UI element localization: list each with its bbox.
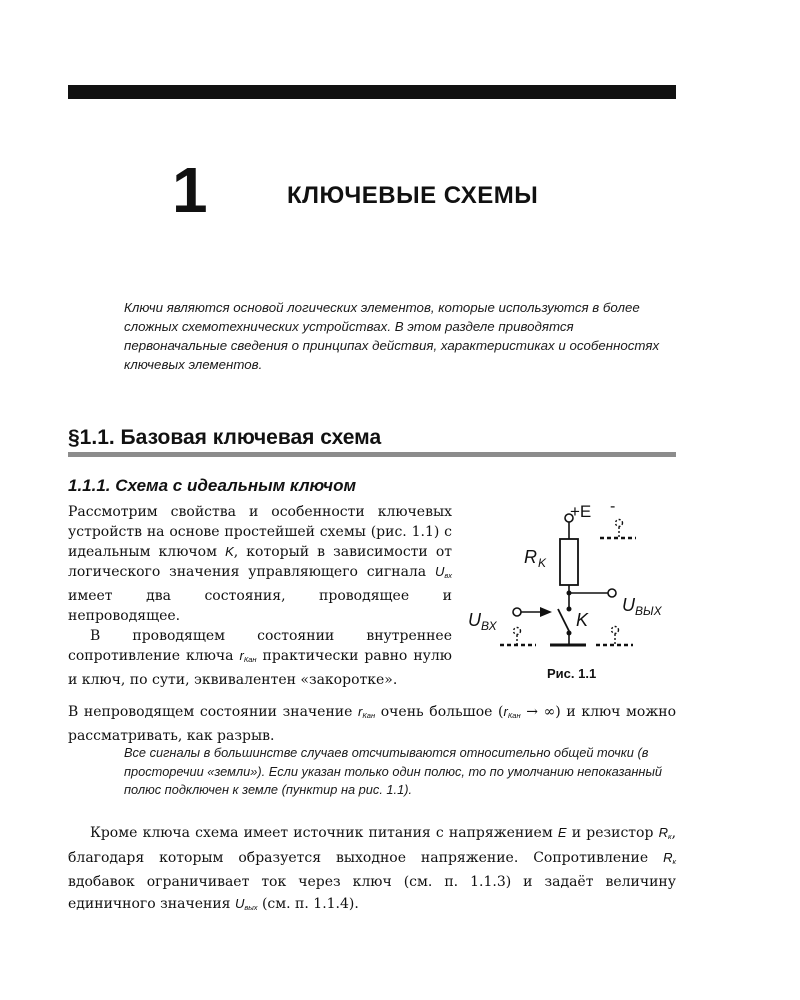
paragraph-2-continued <box>68 702 676 746</box>
para2-text-e: → ∞) и ключ можно рассматривать, как разрыв. <box>68 704 676 744</box>
para2-text-b: практически равно нулю и ключ, по сути, эквивалентен «закоротке». <box>68 648 452 688</box>
symbol-u-vx: $U_{вх}$ <box>434 564 452 580</box>
circuit-diagram <box>460 495 680 685</box>
para1-text-b: , который в зависимости от логического значения управляющего сигнала <box>68 544 452 580</box>
para3-text-a: Кроме ключа схема имеет источник питания с напряжением <box>90 825 558 841</box>
supply-label: +E <box>570 502 592 521</box>
chapter-top-rule <box>68 85 676 99</box>
supply-minus-label: - <box>610 498 616 515</box>
para2-text-d: очень большое ( <box>375 704 504 720</box>
chapter-title: КЛЮЧЕВЫЕ СХЕМЫ <box>287 182 539 209</box>
symbol-r-kan-2: $r_{Кан}$ <box>358 704 376 720</box>
resistor-rk <box>560 539 578 585</box>
chapter-intro: Ключи являются основой логических элементов, которые используются в более сложных схемотехнических устройствах. В этом разделе приводятся первоначальные сведения о принципах действия, характеристиках и особенностях ключевых элементов. <box>124 300 660 372</box>
symbol-r-kan-3: $r_{Кан}$ <box>503 704 521 720</box>
para2-text-a: В проводящем состоянии внутреннее сопротивление ключа <box>68 628 452 664</box>
resistor-label: R <box>524 547 537 567</box>
resistor-label-sub: K <box>538 556 547 570</box>
symbol-rk-2: $R_к$ <box>663 850 676 866</box>
symbol-e: E <box>557 825 567 840</box>
switch-top-contact <box>567 607 572 612</box>
symbol-r-kan: $r_{Кан}$ <box>239 648 257 664</box>
para1-text-c: имеет два состояния, проводящее и непроводящее. <box>68 588 452 624</box>
subsection-title: 1.1.1. Схема с идеальным ключом <box>68 476 357 495</box>
symbol-rk: $R_к$ <box>658 825 672 841</box>
figure-caption: Рис. 1.1 <box>547 666 597 681</box>
chapter-number: 1 <box>172 154 208 226</box>
output-label-sub: ВЫХ <box>635 604 662 618</box>
input-ground-terminal <box>514 628 521 635</box>
output-ground-terminal <box>612 627 619 634</box>
input-label: U <box>468 610 481 630</box>
switch-label: K <box>576 610 589 630</box>
section-title: §1.1. Базовая ключевая схема <box>68 426 382 449</box>
para1-text-a: Рассмотрим свойства и особенности ключевых устройств на основе простейшей схемы (рис. 1.1) с идеальным ключом <box>68 504 452 560</box>
input-label-sub: ВХ <box>481 619 497 633</box>
para3-text-d: вдобавок ограничивает ток через ключ (см. п. 1.1.3) и задаёт величину единичного значения <box>68 874 676 912</box>
para3-text-e: (см. п. 1.1.4). <box>257 896 359 912</box>
output-terminal <box>608 589 616 597</box>
para3-text-b: и резистор <box>566 825 659 841</box>
control-arrow-icon <box>540 607 552 617</box>
output-label: U <box>622 595 635 615</box>
switch-blade <box>558 609 569 631</box>
symbol-u-vyx: $U_{вых}$ <box>234 896 258 912</box>
paragraph-1-and-2 <box>68 502 452 690</box>
input-terminal <box>513 608 521 616</box>
paragraph-3 <box>68 822 676 918</box>
para3-text-c: , благодаря которым образуется выходное напряжение. Сопротивление <box>68 825 677 866</box>
ground-note: Все сигналы в большинстве случаев отсчитываются относительно общей точки (в просторечии «земли»). Если указан только один полюс, то по умолчанию непоказанный полюс подключен к земле (пунктир на рис. 1.1). <box>124 745 663 797</box>
symbol-k: K <box>225 544 234 559</box>
section-rule <box>68 452 676 457</box>
supply-ground-terminal <box>616 520 623 527</box>
para2-text-c: В непроводящем состоянии значение <box>68 704 359 720</box>
